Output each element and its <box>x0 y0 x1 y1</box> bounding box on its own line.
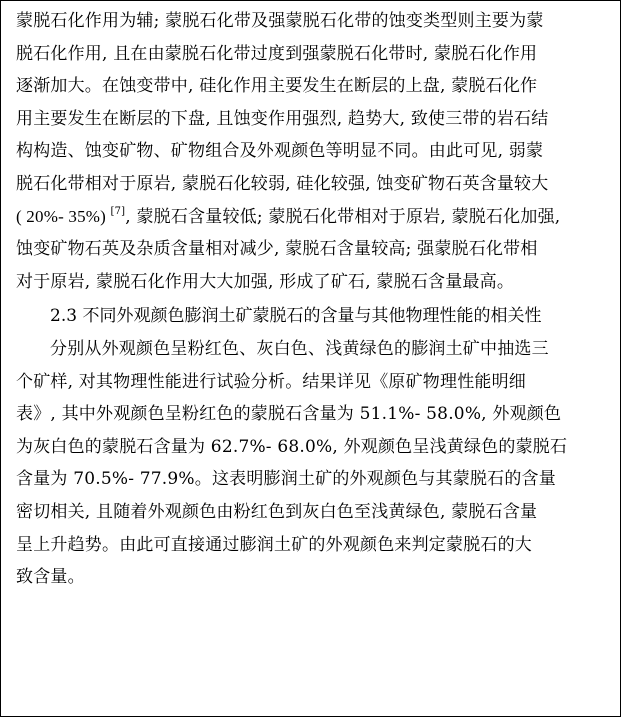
quartz-content-range: ( 20%- 35%) <box>16 206 111 226</box>
text-line: 逐渐加大。在蚀变带中, 硅化作用主要发生在断层的上盘, 蒙脱石化作 <box>16 76 538 97</box>
text-line-with-citation <box>16 201 608 234</box>
text-line: 用主要发生在断层的下盘, 且蚀变作用强烈, 趋势大, 致使三带的岩石结 <box>16 108 549 129</box>
text-line: 呈上升趋势。由此可直接通过膨润土矿的外观颜色来判定蒙脱石的大 <box>16 534 532 555</box>
text-line: 蒙脱石化作用为辅; 蒙脱石化带及强蒙脱石化带的蚀变类型则主要为蒙 <box>16 11 544 31</box>
citation-reference[interactable]: [7] <box>110 205 126 217</box>
text-line: 脱石化作用, 且在由蒙脱石化带过度到强蒙脱石化带时, 蒙脱石化作用 <box>16 43 538 64</box>
text-line: 分别从外观颜色呈粉红色、灰白色、浅黄绿色的膨润土矿中抽选三 <box>50 338 549 359</box>
text-line: 致含量。 <box>16 567 85 588</box>
text-line: 脱石化带相对于原岩, 蒙脱石化较弱, 硅化较强, 蚀变矿物石英含量较大 <box>16 173 549 194</box>
text-line: 蚀变矿物石英及杂质含量相对减少, 蒙脱石含量较高; 强蒙脱石化带相 <box>16 239 538 260</box>
text-line: 个矿样, 对其物理性能进行试验分析。结果详见《原矿物理性能明细 <box>16 371 527 392</box>
paragraph-alteration-zones <box>16 5 608 298</box>
text-line: 表》, 其中外观颜色呈粉红色的蒙脱石含量为 51.1%- 58.0%, 外观颜色 <box>16 404 562 425</box>
text-line: 对于原岩, 蒙脱石化作用大大加强, 形成了矿石, 蒙脱石含量最高。 <box>16 271 515 292</box>
text-line: 为灰白色的蒙脱石含量为 62.7%- 68.0%, 外观颜色呈浅黄绿色的蒙脱石 <box>16 436 568 457</box>
text-segment: , 蒙脱石含量较低; 蒙脱石化带相对于原岩, 蒙脱石化加强, <box>125 206 561 227</box>
text-line: 含量为 70.5%- 77.9%。这表明膨润土矿的外观颜色与其蒙脱石的含量 <box>16 469 556 490</box>
section-heading-2-3: 2.3 不同外观颜色膨润土矿蒙脱石的含量与其他物理性能的相关性 <box>50 306 542 327</box>
paragraph-color-correlation <box>16 333 608 594</box>
text-line: 密切相关, 且随着外观颜色由粉红色到灰白色至浅黄绿色, 蒙脱石含量 <box>16 501 538 522</box>
text-line: 构构造、蚀变矿物、矿物组合及外观颜色等明显不同。由此可见, 弱蒙 <box>16 141 544 162</box>
